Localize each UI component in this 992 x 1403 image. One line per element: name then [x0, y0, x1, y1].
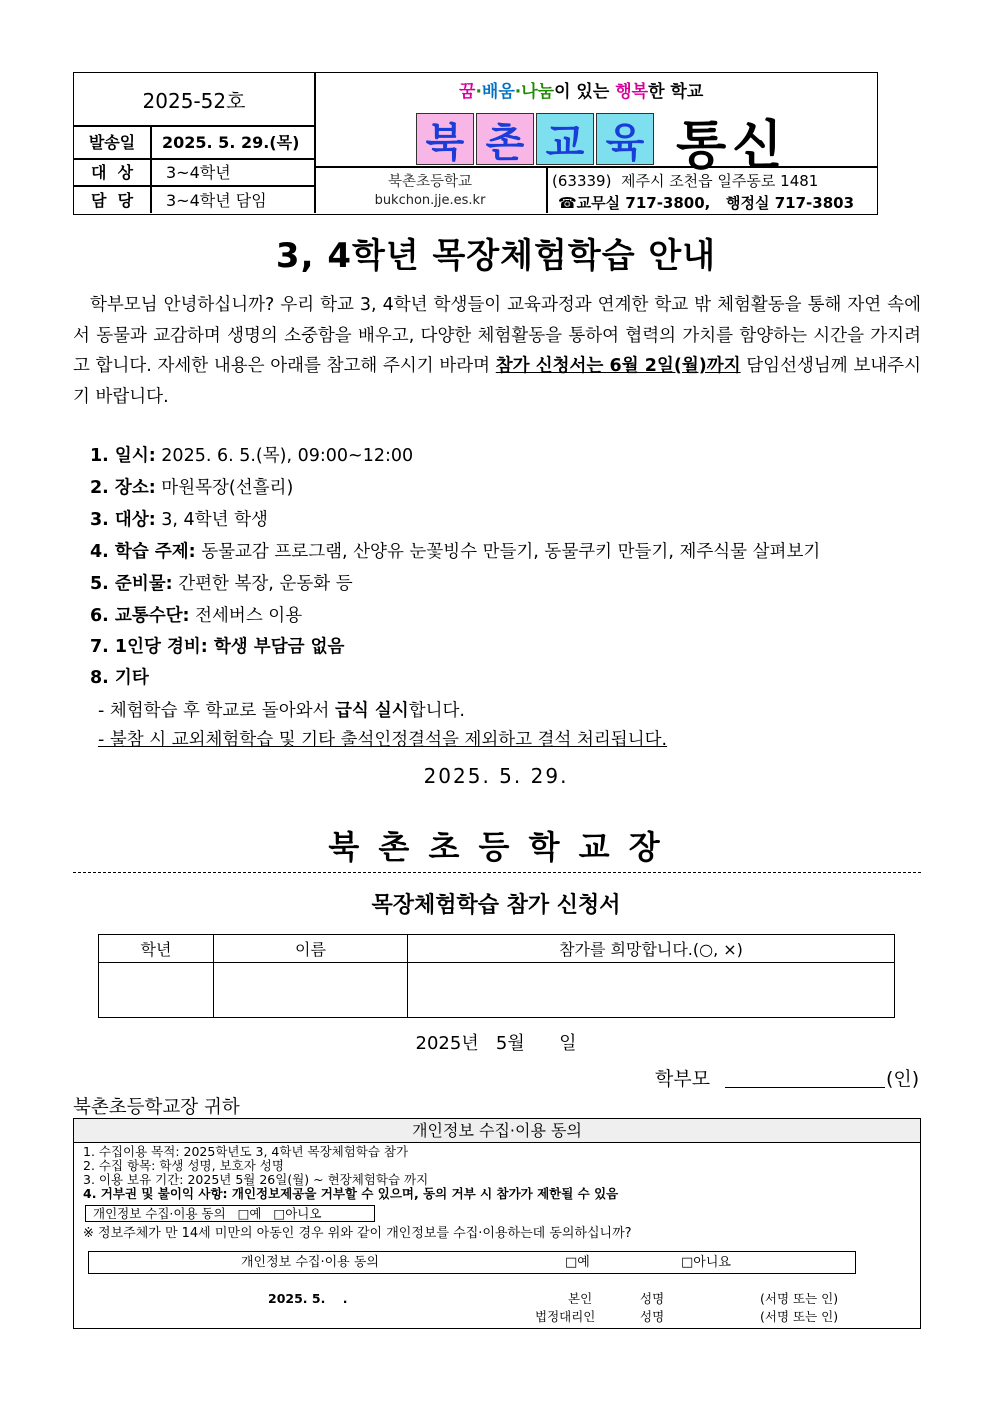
newsletter-word: 통신: [676, 116, 789, 176]
consent-checkbox-line[interactable]: 개인정보 수집·이용 동의 □예 □아니오: [85, 1205, 375, 1222]
etc-line-lunch: - 체험학습 후 학교로 돌아와서 급식 실시합니다.: [98, 701, 465, 721]
consent-heading: 개인정보 수집·이용 동의: [74, 1119, 920, 1143]
send-date-value: 2025. 5. 29.(목): [162, 133, 300, 152]
legal-sign-label[interactable]: (서명 또는 인): [760, 1309, 839, 1324]
item-transport: 6. 교통수단: 전세버스 이용: [90, 606, 303, 626]
addressee: 북촌초등학교장 귀하: [73, 1097, 240, 1118]
form-title: 목장체험학습 참가 신청서: [371, 893, 621, 918]
consent-sign-date: 2025. 5. .: [268, 1291, 348, 1306]
consent-line-3: 3. 이용 보유 기간: 2025년 5월 26일(월) ~ 현장체험학습 까지: [83, 1172, 429, 1187]
send-date-label: 발송일: [88, 133, 136, 152]
title-letter-gyo: 교: [536, 113, 594, 165]
school-motto: 꿈·배움·나눔이 있는 행복한 학교: [459, 82, 704, 102]
consent-line-4: 4. 거부권 및 불이익 사항: 개인정보제공을 거부할 수 있으며, 동의 거부 시 참가가 제한될 수 있음: [83, 1186, 619, 1201]
item-topic: 4. 학습 주제: 동물교감 프로그램, 산양유 눈꽃빙수 만들기, 동물쿠키 만들기, 제주식물 살펴보기: [90, 542, 821, 562]
legal-name-label: 성명: [640, 1309, 665, 1324]
name-field[interactable]: [214, 963, 408, 1018]
item-datetime: 1. 일시: 2025. 6. 5.(목), 09:00~12:00: [90, 446, 414, 466]
guardian-consent-row: [88, 1251, 856, 1274]
principal-signature: 북 촌 초 등 학 교 장: [328, 828, 664, 866]
school-phone: ☎교무실 717-3800, 행정실 717-3803: [558, 193, 855, 212]
title-letter-yuk: 육: [596, 113, 654, 165]
item-target: 3. 대상: 3, 4학년 학생: [90, 510, 268, 530]
charge-label: 담 당: [90, 190, 134, 210]
intro-text: 학부모님 안녕하십니까? 우리 학교 3, 4학년 학생들이 교육과정과 연계한 학교 밖 체험활동을 통해 자연 속에서 동물과 교감하며 생명의 소중함을 배우고, 다양한 체험활동을 통하여 협력의 가치를 함양하는 시간을 가지려고 합니다. 자세한 내용은 아래를 참고해 주시기 바라며: [73, 295, 921, 376]
intro-tail: 담임선생님께 보내주시기 바랍니다.: [73, 356, 921, 407]
self-label: 본인: [568, 1291, 593, 1306]
target-value: 3~4학년: [166, 163, 231, 182]
item-etc: 8. 기타: [90, 668, 149, 688]
school-name: 북촌초등학교: [387, 173, 473, 190]
parent-signature-field[interactable]: [725, 1064, 885, 1088]
parent-seal: (인): [886, 1068, 920, 1090]
title-letter-chon: 촌: [476, 113, 534, 165]
school-address: (63339) 제주시 조천읍 일주동로 1481: [552, 171, 819, 190]
item-cost: 7. 1인당 경비: 학생 부담금 없음: [90, 637, 345, 657]
issue-number: 2025-52호: [142, 88, 246, 113]
school-url[interactable]: bukchon.jje.es.kr: [374, 192, 486, 208]
form-date-line: 2025년 5월 일: [415, 1033, 577, 1054]
consent-no-checkbox[interactable]: □아니요: [681, 1255, 731, 1270]
participation-field[interactable]: [408, 963, 895, 1018]
col-name: 이름: [214, 935, 408, 963]
consent-yes-checkbox[interactable]: □예: [565, 1255, 590, 1270]
guardian-consent-label: 개인정보 수집·이용 동의: [241, 1255, 379, 1270]
privacy-consent-box: [73, 1118, 921, 1329]
consent-line-2: 2. 수집 항목: 학생 성명, 보호자 성명: [83, 1158, 284, 1173]
application-table: [98, 934, 895, 1018]
minor-note: ※ 정보주체가 만 14세 미만의 아동인 경우 위와 같이 개인정보를 수집·이용하는데 동의하십니까?: [83, 1226, 632, 1241]
self-sign-label[interactable]: (서명 또는 인): [760, 1291, 839, 1306]
parent-label: 학부모: [655, 1068, 711, 1090]
consent-line-1: 1. 수집이용 목적: 2025학년도 3, 4학년 목장체험학습 참가: [83, 1144, 409, 1159]
col-participation: 참가를 희망합니다.(○, ×): [408, 935, 895, 963]
document-title: 3, 4학년 목장체험학습 안내: [275, 236, 717, 276]
deadline-text: 참가 신청서는 6월 2일(월)까지: [495, 356, 741, 376]
grade-field[interactable]: [99, 963, 214, 1018]
col-grade: 학년: [99, 935, 214, 963]
newsletter-header: [73, 72, 878, 215]
target-label: 대 상: [90, 163, 134, 182]
charge-value: 3~4학년 담임: [166, 190, 267, 210]
etc-line-absence: - 불참 시 교외체험학습 및 기타 출석인정결석을 제외하고 결석 처리됩니다.: [98, 730, 668, 750]
intro-paragraph: [73, 290, 921, 412]
item-supplies: 5. 준비물: 간편한 복장, 운동화 등: [90, 574, 353, 594]
item-place: 2. 장소: 마원목장(선흘리): [90, 478, 294, 498]
self-name-label: 성명: [640, 1291, 665, 1306]
legal-rep-label: 법정대리인: [535, 1309, 596, 1324]
cut-line: [73, 872, 921, 873]
title-letter-buk: 북: [416, 113, 474, 165]
issue-date: 2025. 5. 29.: [423, 764, 569, 788]
